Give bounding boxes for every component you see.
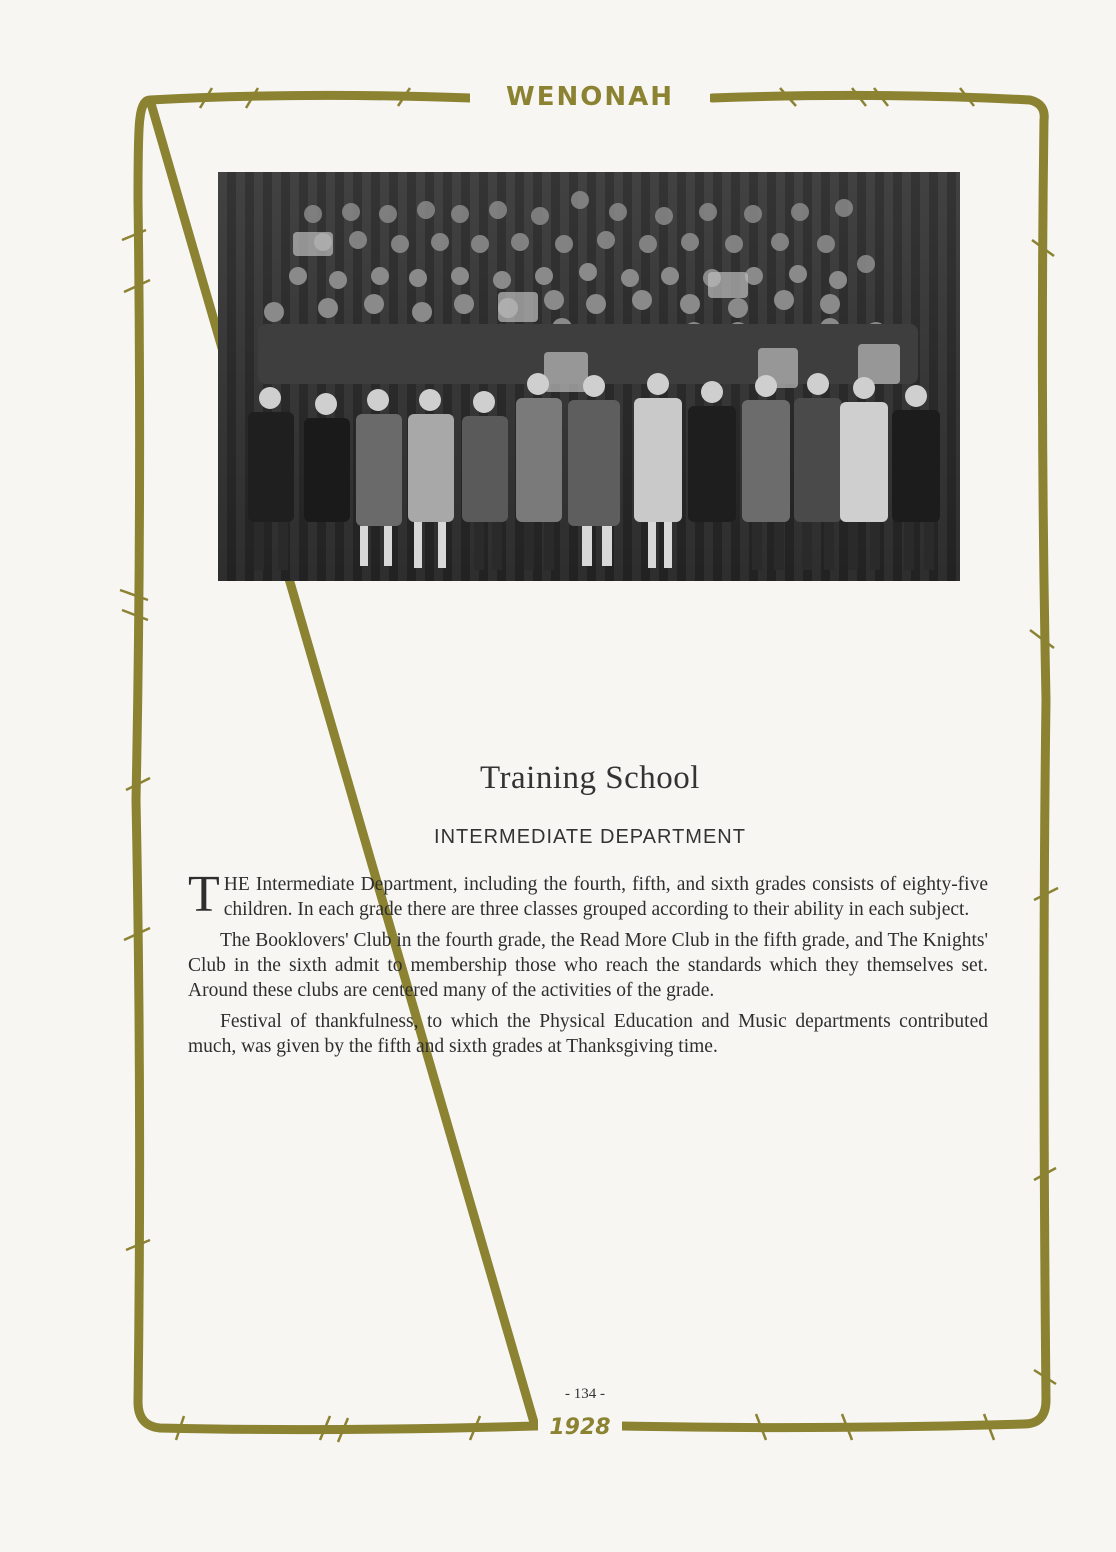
svg-text:1928: 1928	[549, 1415, 611, 1440]
section-subtitle: INTERMEDIATE DEPARTMENT	[434, 826, 746, 848]
page-title: Training School	[480, 760, 700, 796]
article-body	[188, 866, 988, 1065]
page-number: - 134 -	[565, 1386, 605, 1402]
year-logo	[538, 1410, 622, 1440]
class-photo	[218, 172, 960, 581]
paragraph-1	[188, 866, 988, 923]
drop-cap: T	[188, 866, 220, 923]
paragraph-3: Festival of thankfulness, to which the Physical Education and Music departments contributed much, was given by the fifth and sixth grades at Thanksgiving time.	[188, 1011, 988, 1057]
paragraph-1-text: HE Intermediate Department, including the fourth, fifth, and sixth grades consists of eighty-five children. In each grade there are three classes grouped according to their ability in each subject.	[223, 874, 988, 920]
class-photo-icon	[218, 172, 960, 581]
paragraph-2: The Booklovers' Club in the fourth grade, the Read More Club in the fifth grade, and The Knights' Club in the sixth admit to membership those who reach the standards which they themselves set. Around these clubs are centered many of the activities of the grade.	[188, 930, 988, 1001]
yearbook-title-header: WENONAH	[470, 82, 710, 112]
